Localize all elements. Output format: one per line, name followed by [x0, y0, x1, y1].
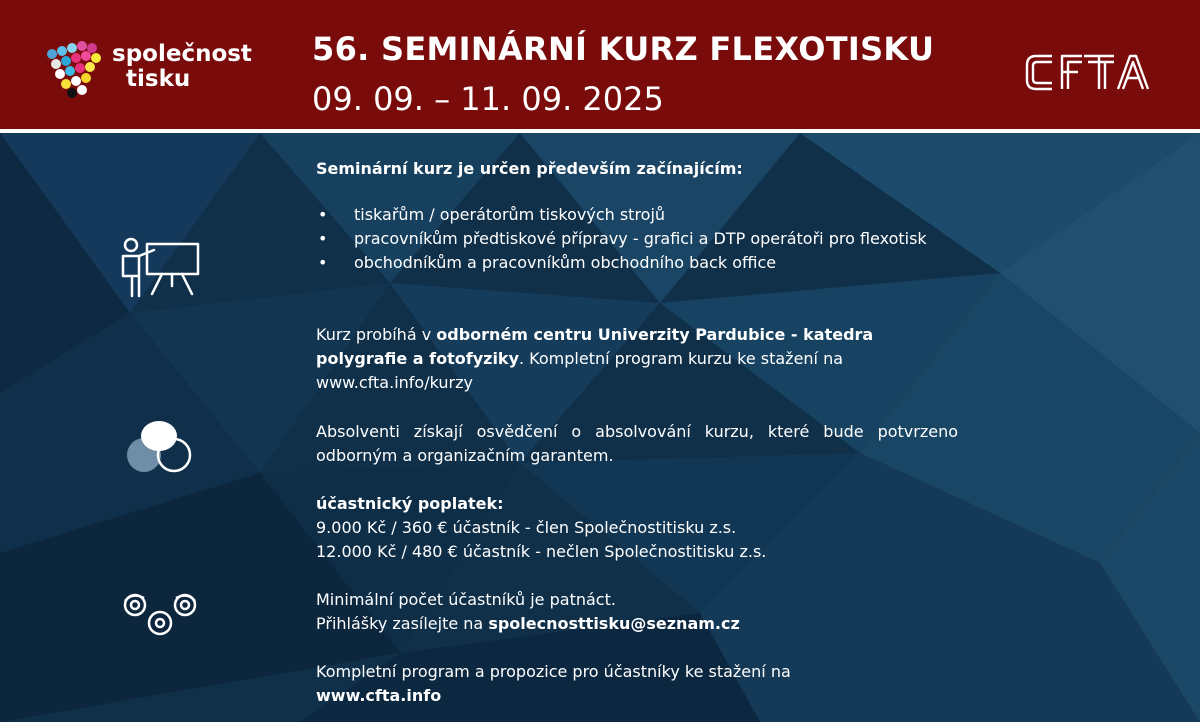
location-suffix: . Kompletní program kurzu ke stažení na www.cfta.info/kurzy: [316, 349, 844, 392]
logo-text-line2: tisku: [126, 66, 191, 92]
spolecnost-tisku-logo: [44, 40, 284, 102]
location-prefix: Kurz probíhá v: [316, 325, 437, 344]
list-item: • obchodníkům a pracovníkům obchodního back office: [316, 251, 958, 275]
location-paragraph: [316, 323, 958, 395]
applications-line: [316, 612, 740, 636]
certificate-paragraph: Absolventi získají osvědčení o absolvování kurzu, které bude potvrzeno odborným a organizačním garantem.: [316, 422, 958, 465]
overlapping-circles-icon: [126, 419, 194, 475]
printing-rollers-icon: [122, 592, 198, 638]
location-bold: odborném centru Univerzity Pardubice - katedra polygrafie a fotofyziky: [316, 325, 874, 368]
event-dates: 09. 09. – 11. 09. 2025: [312, 80, 664, 118]
page-title: 56. SEMINÁRNÍ KURZ FLEXOTISKU: [312, 30, 935, 68]
fee-heading-text: účastnický poplatek:: [316, 494, 504, 513]
presenter-icon: [118, 236, 202, 300]
fee-member: 9.000 Kč / 360 € účastník - člen Společnostitisku z.s.: [316, 518, 737, 537]
applications-prefix: Přihlášky zasílejte na: [316, 614, 489, 633]
cfta-logo: [1022, 50, 1152, 94]
intro-heading-text: Seminární kurz je určen především začínajícím:: [316, 159, 743, 178]
logo-text-line1: společnost: [112, 41, 252, 67]
program-text: Kompletní program a propozice pro účastníky ke stažení na: [316, 662, 791, 681]
min-participants: Minimální počet účastníků je patnáct.: [316, 590, 616, 609]
list-item: • pracovníkům předtiskové přípravy - grafici a DTP operátoři pro flexotisk: [316, 227, 958, 251]
intro-heading: [316, 157, 743, 181]
logo-dots-icon: [44, 40, 116, 102]
logo-text: [112, 42, 252, 92]
fee-nonmember: 12.000 Kč / 480 € účastník - nečlen Společnostitisku z.s.: [316, 542, 767, 561]
audience-list: [316, 203, 958, 275]
content-area: [0, 133, 1200, 722]
list-item: • tiskařům / operátorům tiskových strojů: [316, 203, 958, 227]
header-banner: [0, 0, 1200, 133]
fee-heading: [316, 492, 504, 516]
applications-email[interactable]: spolecnosttisku@seznam.cz: [488, 614, 740, 633]
program-url-line: [316, 684, 441, 708]
program-url[interactable]: www.cfta.info: [316, 686, 442, 705]
